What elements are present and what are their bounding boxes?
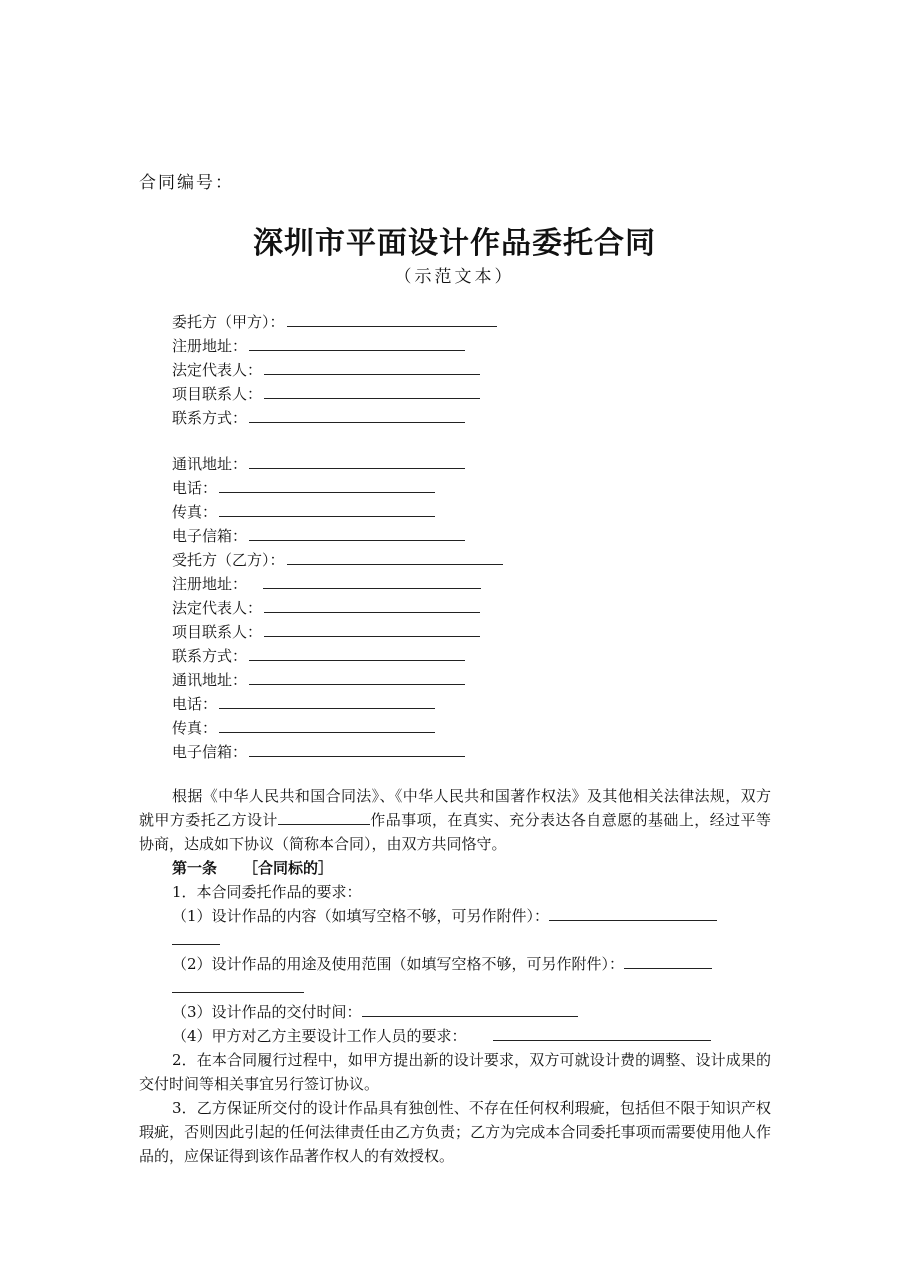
- clause-3: 3．乙方保证所交付的设计作品具有独创性、不存在任何权利瑕疵，包括但不限于知识产权瑕疵，否则因此引起的任何法律责任由乙方负责；乙方为完成本合同委托事项而需要使用他人作品的，应保证得到该作品著作权人的有效授权。: [139, 1099, 771, 1165]
- fill-blank[interactable]: [249, 646, 465, 661]
- fill-blank[interactable]: [493, 1026, 711, 1041]
- fill-blank[interactable]: [219, 478, 435, 493]
- field-label: 联系方式：: [172, 409, 248, 427]
- sub-clause-4: [139, 1024, 771, 1048]
- field-fax: [172, 500, 772, 524]
- field-label: 传真：: [172, 719, 218, 737]
- fill-blank[interactable]: [249, 336, 465, 351]
- fill-blank[interactable]: [264, 622, 480, 637]
- sub-clause-3: [139, 1000, 771, 1024]
- clause-1: 1．本合同委托作品的要求：: [172, 883, 362, 901]
- field-fax-b: [172, 716, 772, 740]
- field-mailing-address: [172, 452, 772, 476]
- preamble-text-1: 根据《中华人民共和国合同法》、《中华人民共和国著作权法》及其他相关法律法规，双方就甲方委托乙方设计: [139, 787, 771, 829]
- fill-blank[interactable]: [549, 906, 717, 921]
- field-contractor: [172, 548, 772, 572]
- document-subtitle: （示范文本）: [394, 267, 515, 287]
- fill-blank[interactable]: [264, 598, 480, 613]
- field-phone-b: [172, 692, 772, 716]
- spacer: [172, 430, 772, 452]
- document-title: 深圳市平面设计作品委托合同: [253, 226, 656, 261]
- fill-blank[interactable]: [362, 1002, 578, 1017]
- sub-clause-1: [139, 904, 771, 928]
- field-project-contact-b: [172, 620, 772, 644]
- field-project-contact: [172, 382, 772, 406]
- article-title: ［合同标的］: [243, 859, 334, 877]
- field-legal-rep-b: [172, 596, 772, 620]
- field-registered-address: [172, 334, 772, 358]
- field-registered-address-b: [172, 572, 772, 596]
- fill-blank[interactable]: [249, 526, 465, 541]
- field-phone: [172, 476, 772, 500]
- field-label: 通讯地址：: [172, 671, 248, 689]
- fill-blank[interactable]: [624, 954, 712, 969]
- fill-blank[interactable]: [249, 408, 465, 423]
- sub-clause-label: （4）甲方对乙方主要设计工作人员的要求：: [172, 1027, 467, 1045]
- field-label: 法定代表人：: [172, 361, 263, 379]
- fill-blank[interactable]: [219, 502, 435, 517]
- fill-blank[interactable]: [249, 454, 465, 469]
- field-contact-method: [172, 406, 772, 430]
- clause-2: 2．在本合同履行过程中，如甲方提出新的设计要求，双方可就设计费的调整、设计成果的交付时间等相关事宜另行签订协议。: [139, 1051, 771, 1093]
- fill-blank[interactable]: [219, 694, 435, 709]
- fill-blank[interactable]: [264, 360, 480, 375]
- field-client: [172, 310, 772, 334]
- field-label: 电子信箱：: [172, 743, 248, 761]
- sub-clause-2-continued: [139, 976, 771, 1000]
- article-number: 第一条: [172, 859, 218, 877]
- party-fields: [172, 310, 772, 764]
- field-label: 电话：: [172, 695, 218, 713]
- field-label: 电子信箱：: [172, 527, 248, 545]
- contract-number-label: 合同编号：: [139, 173, 234, 193]
- sub-clause-label: （3）设计作品的交付时间：: [172, 1003, 362, 1021]
- field-contact-method-b: [172, 644, 772, 668]
- field-mailing-address-b: [172, 668, 772, 692]
- field-label: 受托方（乙方）：: [172, 551, 285, 569]
- field-email: [172, 524, 772, 548]
- sub-clause-2: [139, 952, 771, 976]
- fill-blank[interactable]: [249, 670, 465, 685]
- field-label: 项目联系人：: [172, 623, 263, 641]
- article-heading: [139, 856, 771, 880]
- fill-blank[interactable]: [278, 810, 370, 825]
- preamble-text-2: 作品事项，在真实、充分表达各自意愿的基础上，经过平等协商，达成如下协议（简称本合同），由双方共同恪守。: [139, 811, 771, 853]
- fill-blank[interactable]: [263, 574, 481, 589]
- fill-blank[interactable]: [287, 550, 503, 565]
- field-label: 传真：: [172, 503, 218, 521]
- fill-blank[interactable]: [287, 312, 497, 327]
- field-label: 电话：: [172, 479, 218, 497]
- fill-blank[interactable]: [219, 718, 435, 733]
- field-label: 法定代表人：: [172, 599, 263, 617]
- fill-blank[interactable]: [264, 384, 480, 399]
- sub-clause-label: （2）设计作品的用途及使用范围（如填写空格不够，可另作附件）：: [172, 955, 625, 973]
- fill-blank[interactable]: [172, 978, 304, 993]
- field-label: 项目联系人：: [172, 385, 263, 403]
- contract-body: [139, 784, 771, 1168]
- fill-blank[interactable]: [249, 742, 465, 757]
- field-label: 注册地址：: [172, 337, 248, 355]
- field-legal-rep: [172, 358, 772, 382]
- field-email-b: [172, 740, 772, 764]
- sub-clause-1-continued: [139, 928, 771, 952]
- preamble-paragraph: [139, 784, 771, 856]
- field-label: 委托方（甲方）：: [172, 313, 285, 331]
- sub-clause-label: （1）设计作品的内容（如填写空格不够，可另作附件）：: [172, 907, 550, 925]
- field-label: 通讯地址：: [172, 455, 248, 473]
- field-label: 注册地址：: [172, 575, 248, 593]
- fill-blank[interactable]: [172, 930, 220, 945]
- field-label: 联系方式：: [172, 647, 248, 665]
